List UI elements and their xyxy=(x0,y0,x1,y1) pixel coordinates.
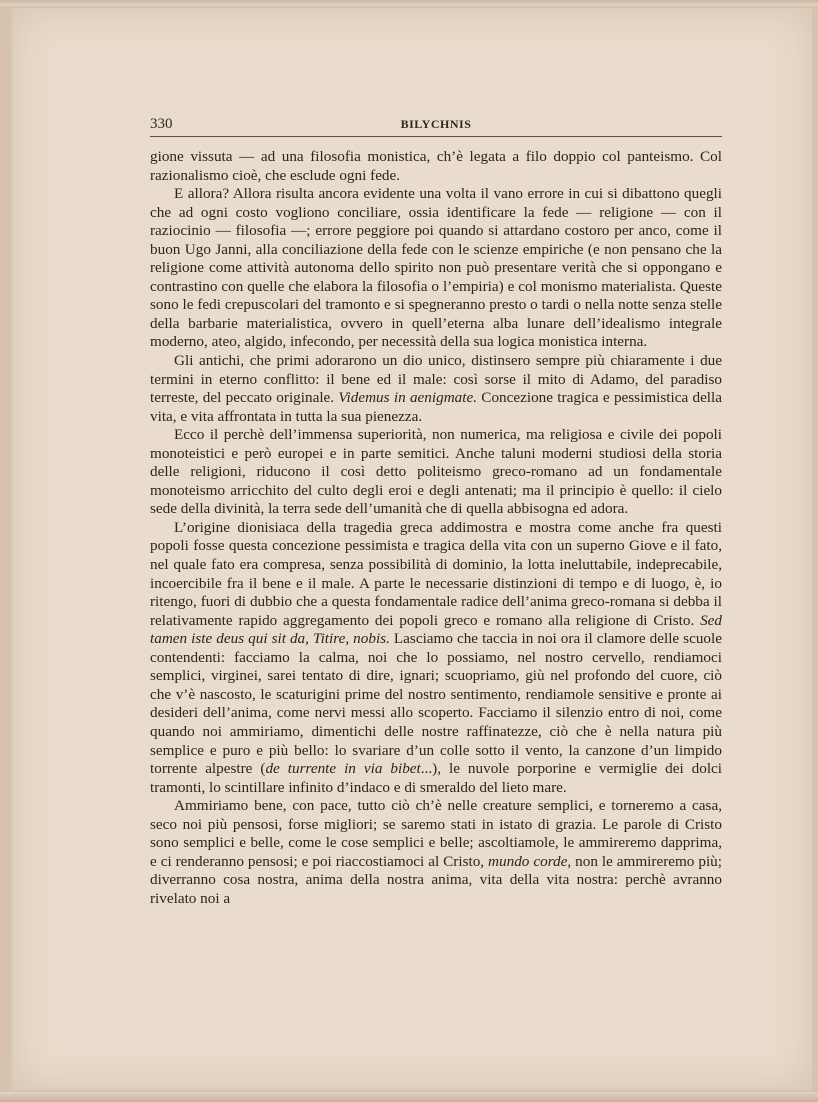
paragraph xyxy=(150,148,722,185)
text-run: Ecco il perchè dell’immensa superiorità, non numerica, ma religiosa e civile dei popoli monoteistici e però europei e in parte semitici. Anche taluni moderni studiosi della storia delle religioni, riducono il così detto politeismo greco-romano ad un fondamentale monoteismo arricchito del culto degli eroi e degli antenati; ma il principio è quello: il cielo sede della divinità, la terra sede dell’umanità che di quella abbisogna ed adora. xyxy=(150,426,722,518)
running-head: BILYCHNIS xyxy=(400,117,472,131)
italic-phrase: de turrente in via bibet xyxy=(265,760,421,778)
text-run: Ammiriamo bene, con pace, tutto ciò ch’è nelle creature semplici, e torneremo a casa, seco noi più pensosi, forse migliori; se saremo stati in istato di grazia. Le parole di Cristo sono semplici e belle, come le cose semplici e belle; ascoltiamole, le ammireremo dapprima, e ci renderanno pensosi; e poi riaccostiamoci al Cristo, xyxy=(150,797,722,870)
text-run: Lasciamo che taccia in noi ora il clamore delle scuole contendenti: facciamo la calma, noi che lo possiamo, nel nostro cervello, rendiamoci semplici, virginei, sarei tentato di dire, ignari; scuopriamo, giù nel profondo del cuore, ciò che v’è nascosto, le scaturigini prime del nostro sentimento, rendiamole sensitive e pronte ai desideri dell’anima, come nervi messi allo scoperto. Facciamo il silenzio entro di noi, come quando noi ammiriamo, dimentichi delle nostre raffinatezze, ciò che è nella natura più semplice e puro e più bello: lo svariare d’un colle sotto il vento, la canzone d’un limpido torrente alpestre ( xyxy=(150,630,722,778)
paragraph xyxy=(150,797,722,908)
page-top-edge xyxy=(0,0,818,6)
italic-phrase: Sed tamen iste deus qui sit da, Titire, nobis. xyxy=(150,611,722,648)
page-header xyxy=(150,116,722,134)
paragraph xyxy=(150,352,722,426)
text-run: , non le ammireremo più; diverranno cosa nostra, anima della nostra anima, vita della vita nostra: perchè avranno rivelato noi a xyxy=(150,852,722,907)
text-run: ...), le nuvole porporine e vermiglie dei dolci tramonti, lo scintillare infinito d’indaco e di smeraldo del lieto mare. xyxy=(150,760,722,796)
paragraph xyxy=(150,185,722,352)
text-run: E allora? Allora risulta ancora evidente una volta il vano errore in cui si dibattono quegli che ad ogni costo vogliono conciliare, ossia identificare la fede — religione — con il raziocinio — filosofia —; errore peggiore poi quando si attardano costoro per anco, come il buon Ugo Janni, alla conciliazione della fede con le scienze empiriche (e non pensano che la religione come attività autonoma dello spirito non può presentare verità che si oppongano e contrastino con quelle che elabora la filosofia o l’empiria) e col monismo materialista. Queste sono le fedi crepuscolari del tramonto e si spegneranno presto o tardi o nella notte senza stelle della barbarie materialistica, ovvero in quell’eterna alba lunare dell’idealismo integrale moderno, ateo, algido, infecondo, per necessità della sua logica monistica interna. xyxy=(150,185,722,351)
paragraph xyxy=(150,426,722,519)
italic-phrase: mundo corde xyxy=(488,852,568,870)
text-run: L’origine dionisiaca della tragedia greca addimostra e mostra come anche fra questi popoli fosse questa concezione pessimista e tragica della vita con un superno Giove e il fato, nel quale fato era compresa, senza possibilità di dominio, la lotta ineluttabile, indeprecabile, incoercibile fra il bene e il male. A parte le necessarie distinzioni di tempo e di luogo, è, io ritengo, fuori di dubbio che a questa fondamentale radice dell’anima greco-romana si debba il relativamente rapido aggregamento dei popoli greco e romano alla religione di Cristo. xyxy=(150,518,722,629)
text-run: Concezione tragica e pessimistica della vita, e vita affrontata in tutta la sua pienezza. xyxy=(150,389,722,425)
italic-phrase: Videmus in aenigmate. xyxy=(338,389,478,407)
paragraph xyxy=(150,519,722,797)
text-run: Gli antichi, che primi adorarono un dio unico, distinsero sempre più chiaramente i due termini in eterno conflitto: il bene ed il male: così sorse il mito di Adamo, del paradiso terreste, del peccato originale. xyxy=(150,352,722,407)
page-number: 330 xyxy=(150,116,173,132)
text-run: gione vissuta — ad una filosofia monistica, ch’è legata a filo doppio col panteismo. Col razionalismo cioè, che esclude ogni fede. xyxy=(150,148,722,184)
header-rule xyxy=(150,136,722,137)
page-bottom-edge xyxy=(0,1092,818,1102)
body-text xyxy=(150,148,722,908)
